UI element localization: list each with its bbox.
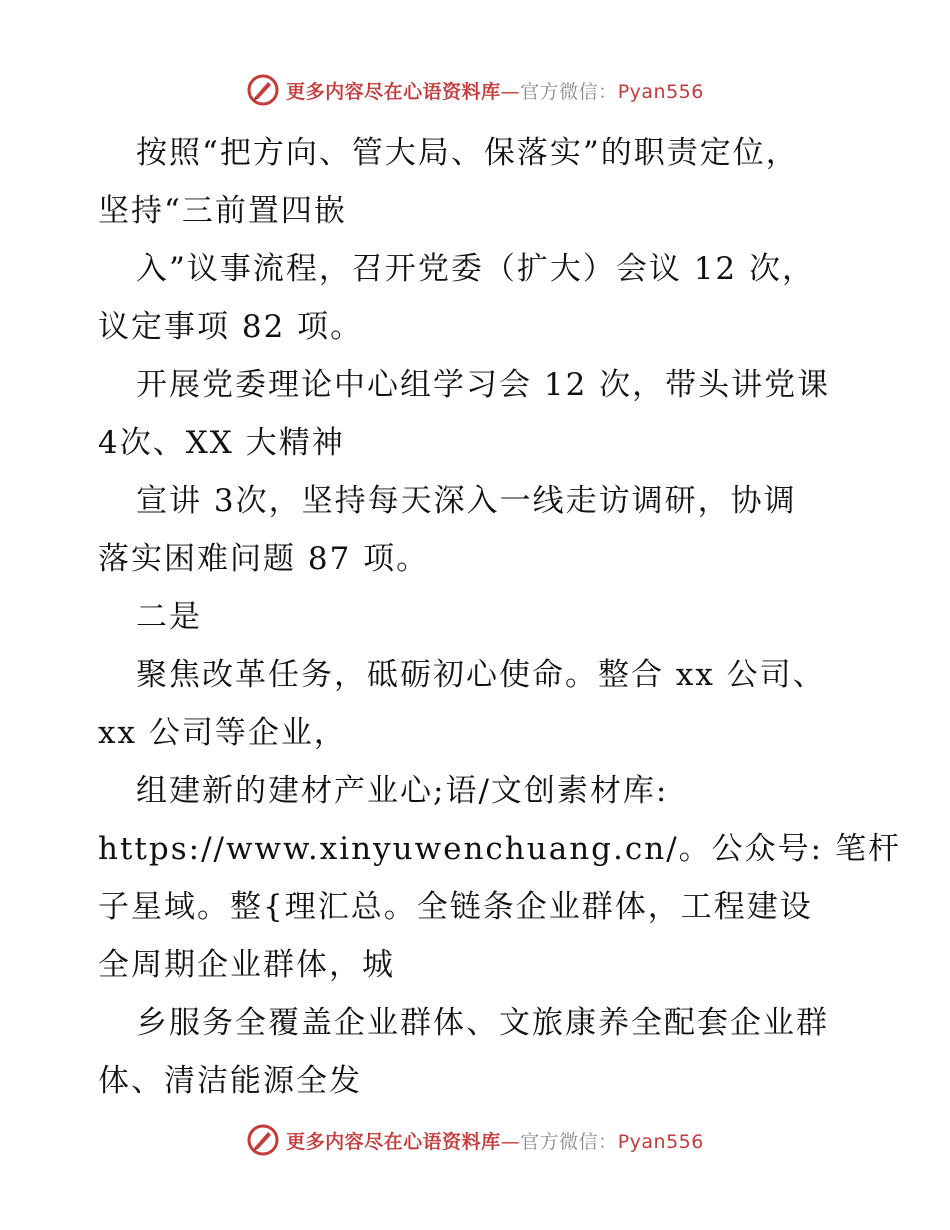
watermark-text: 更多内容尽在心语资料库—官方微信：Pyan556 — [286, 80, 704, 103]
paragraph-line: 议定事项 82 项。 — [98, 309, 364, 345]
paragraph-line: 全周期企业群体，城 — [98, 947, 395, 983]
pen-seal-icon — [246, 1123, 280, 1157]
paragraph-line: 坚持“三前置四嵌 — [98, 193, 347, 229]
paragraph-line: 落实困难问题 87 项。 — [98, 541, 430, 577]
header-watermark — [0, 70, 950, 110]
paragraph-line: https://www.xinyuwenchuang.cn/。公众号: 笔杆 — [98, 831, 901, 867]
document-body — [98, 124, 901, 1110]
paragraph-line: 体、清洁能源全发 — [98, 1063, 362, 1099]
paragraph-line: 4次、XX 大精神 — [98, 425, 345, 461]
paragraph-line: 子星域。整{理汇总。全链条企业群体，工程建设 — [98, 889, 813, 925]
footer-watermark — [0, 1120, 950, 1160]
paragraph-line: 二是 — [136, 599, 202, 635]
paragraph-line: 开展党委理论中心组学习会 12 次，带头讲党课 — [136, 367, 831, 403]
paragraph-line: 宣讲 3次，坚持每天深入一线走访调研，协调 — [136, 483, 797, 519]
paragraph-line: 组建新的建材产业心;语/文创素材库: — [136, 773, 669, 809]
paragraph-line: 聚焦改革任务，砥砺初心使命。整合 xx 公司、 — [136, 657, 826, 693]
pen-seal-icon — [246, 73, 280, 107]
paragraph-line: xx 公司等企业， — [98, 715, 347, 751]
watermark-text: 更多内容尽在心语资料库—官方微信：Pyan556 — [286, 1130, 704, 1153]
paragraph-line: 乡服务全覆盖企业群体、文旅康养全配套企业群 — [136, 1005, 829, 1041]
paragraph-line: 按照“把方向、管大局、保落实”的职责定位， — [136, 135, 799, 171]
paragraph-line: 入”议事流程，召开党委（扩大）会议 12 次， — [136, 251, 816, 287]
